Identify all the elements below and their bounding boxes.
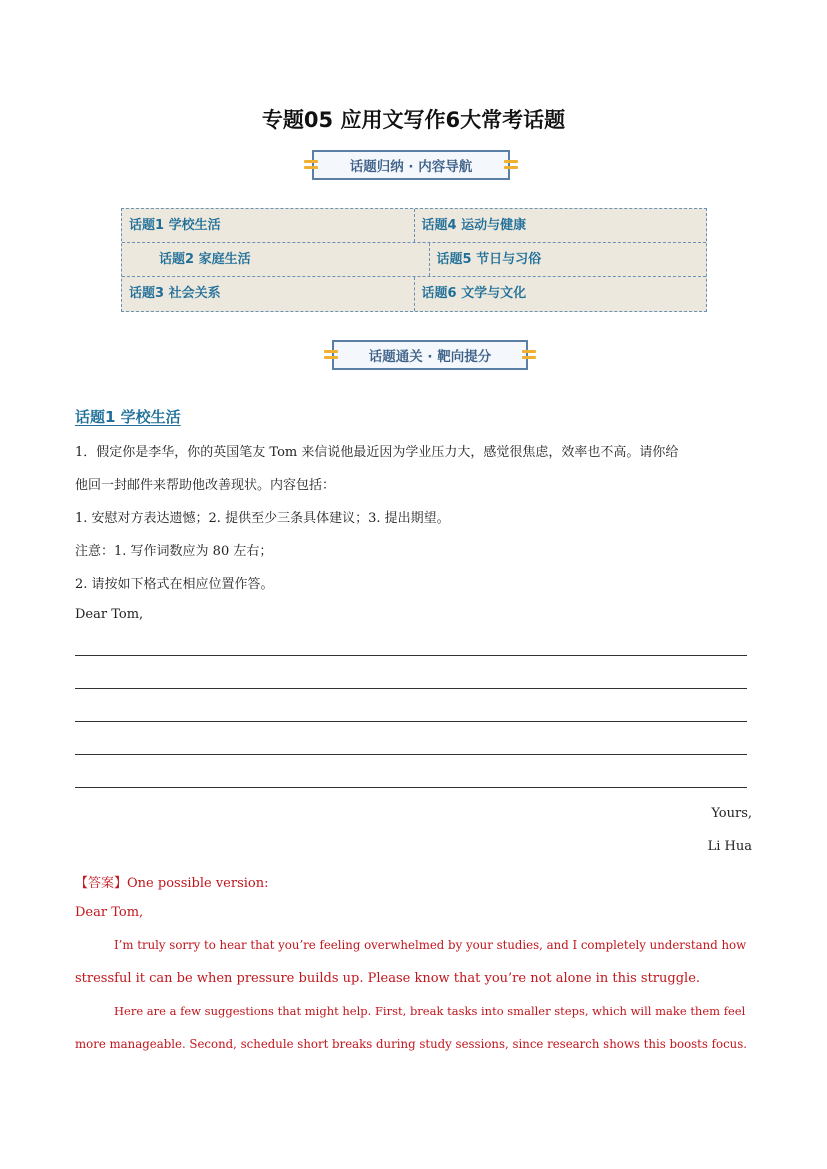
banner-mark-icon (324, 348, 338, 364)
answer-text: more manageable. Second, schedule short breaks during study sessions, since research shows this boosts focus. (75, 1037, 747, 1051)
nav-topic-4[interactable]: 话题4 运动与健康 (421, 218, 527, 233)
note-line: 注意：1. 写作词数应为 80 左右； (75, 544, 273, 559)
nav-topic-5[interactable]: 话题5 节日与习俗 (436, 252, 542, 267)
answer-text: I’m truly sorry to hear that you’re feeling overwhelmed by your studies, and I completely understand how (114, 938, 747, 952)
prompt-line: 1．假定你是李华，你的英国笔友 Tom 来信说他最近因为学业压力大，感觉很焦虑，效率也不高。请你给 (75, 445, 679, 460)
requirements-line: 1. 安慰对方表达遗憾；2. 提供至少三条具体建议；3. 提出期望。 (75, 511, 450, 526)
banner-mark-icon (522, 348, 536, 364)
letter-closing: Yours, (711, 806, 752, 821)
banner-mark-icon (304, 158, 318, 174)
nav-topic-2[interactable]: 话题2 家庭生活 (122, 243, 430, 276)
nav-topic-6[interactable]: 话题6 文学与文化 (421, 286, 527, 301)
answer-header (75, 872, 269, 891)
answer-line[interactable] (75, 721, 747, 722)
nav-topic-3[interactable]: 话题3 社会关系 (122, 277, 415, 311)
nav-banner (312, 150, 510, 180)
topic-nav-table (121, 208, 707, 312)
nav-row (122, 243, 706, 277)
answer-text: Here are a few suggestions that might help. First, break tasks into smaller steps, which will make them feel (114, 1004, 746, 1018)
answer-line[interactable] (75, 688, 747, 689)
nav-topic-1[interactable]: 话题1 学校生活 (122, 209, 415, 242)
answer-label: 【答案】 (75, 876, 128, 891)
prompt-line: 他回一封邮件来帮助他改善现状。内容包括： (75, 478, 336, 493)
nav-row (122, 209, 706, 243)
nav-row (122, 277, 706, 311)
answer-salutation: Dear Tom, (75, 905, 144, 920)
nav-banner-label: 话题归纳 · 内容导航 (349, 159, 473, 175)
practice-banner-label: 话题通关 · 靶向提分 (368, 349, 492, 365)
answer-intro: One possible version: (127, 876, 269, 891)
page-title: 专题05 应用文写作6大常考话题 (261, 108, 566, 132)
letter-salutation: Dear Tom, (75, 607, 144, 622)
answer-line[interactable] (75, 655, 747, 656)
answer-line[interactable] (75, 754, 747, 755)
answer-text: stressful it can be when pressure builds up. Please know that you’re not alone in this struggle. (75, 971, 701, 986)
section-heading: 话题1 学校生活 (75, 408, 181, 426)
answer-line[interactable] (75, 787, 747, 788)
practice-banner (332, 340, 528, 370)
note-line: 2. 请按如下格式在相应位置作答。 (75, 577, 274, 592)
letter-signature: Li Hua (707, 839, 752, 854)
banner-mark-icon (504, 158, 518, 174)
